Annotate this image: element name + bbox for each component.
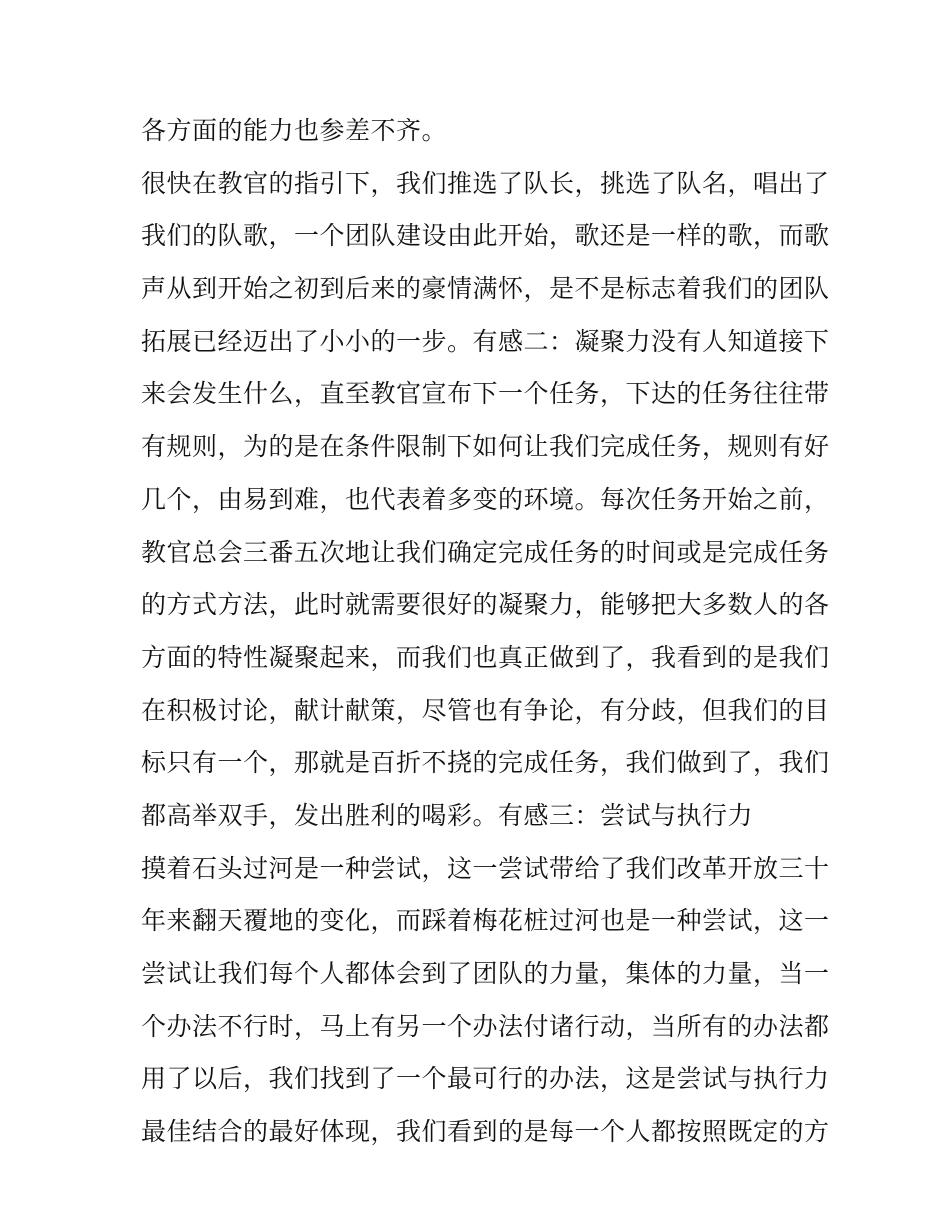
text-line: 有规则，为的是在条件限制下如何让我们完成任务，规则有好 xyxy=(141,432,830,462)
text-line: 声从到开始之初到后来的豪情满怀，是不是标志着我们的团队 xyxy=(141,274,830,304)
text-line: 方面的特性凝聚起来，而我们也真正做到了，我看到的是我们 xyxy=(141,642,830,672)
text-line: 个办法不行时，马上有另一个办法付诸行动，当所有的办法都 xyxy=(141,1011,830,1041)
text-line: 的方式方法，此时就需要很好的凝聚力，能够把大多数人的各 xyxy=(141,590,830,620)
text-line: 各方面的能力也参差不齐。 xyxy=(141,116,448,145)
text-line: 拓展已经迈出了小小的一步。有感二：凝聚力没有人知道接下 xyxy=(141,326,830,356)
text-line: 来会发生什么，直至教官宣布下一个任务，下达的任务往往带 xyxy=(141,379,830,409)
body-text xyxy=(141,105,841,1159)
text-line: 最佳结合的最好体现，我们看到的是每一个人都按照既定的方 xyxy=(141,1117,830,1147)
text-line: 在积极讨论，献计献策，尽管也有争论，有分歧，但我们的目 xyxy=(141,695,830,725)
text-line: 标只有一个，那就是百折不挠的完成任务，我们做到了，我们 xyxy=(141,748,830,778)
text-line: 教官总会三番五次地让我们确定完成任务的时间或是完成任务 xyxy=(141,537,830,567)
text-line: 年来翻天覆地的变化，而踩着梅花桩过河也是一种尝试，这一 xyxy=(141,906,830,936)
text-line: 几个，由易到难，也代表着多变的环境。每次任务开始之前， xyxy=(141,484,830,514)
text-line: 我们的队歌，一个团队建设由此开始，歌还是一样的歌，而歌 xyxy=(141,221,830,251)
text-line: 用了以后，我们找到了一个最可行的办法，这是尝试与执行力 xyxy=(141,1064,830,1094)
text-line: 摸着石头过河是一种尝试，这一尝试带给了我们改革开放三十 xyxy=(141,853,830,883)
text-line: 很快在教官的指引下，我们推选了队长，挑选了队名，唱出了 xyxy=(141,168,830,198)
text-line: 尝试让我们每个人都体会到了团队的力量，集体的力量，当一 xyxy=(141,959,830,988)
text-line: 都高举双手，发出胜利的喝彩。有感三：尝试与执行力 xyxy=(141,800,754,830)
